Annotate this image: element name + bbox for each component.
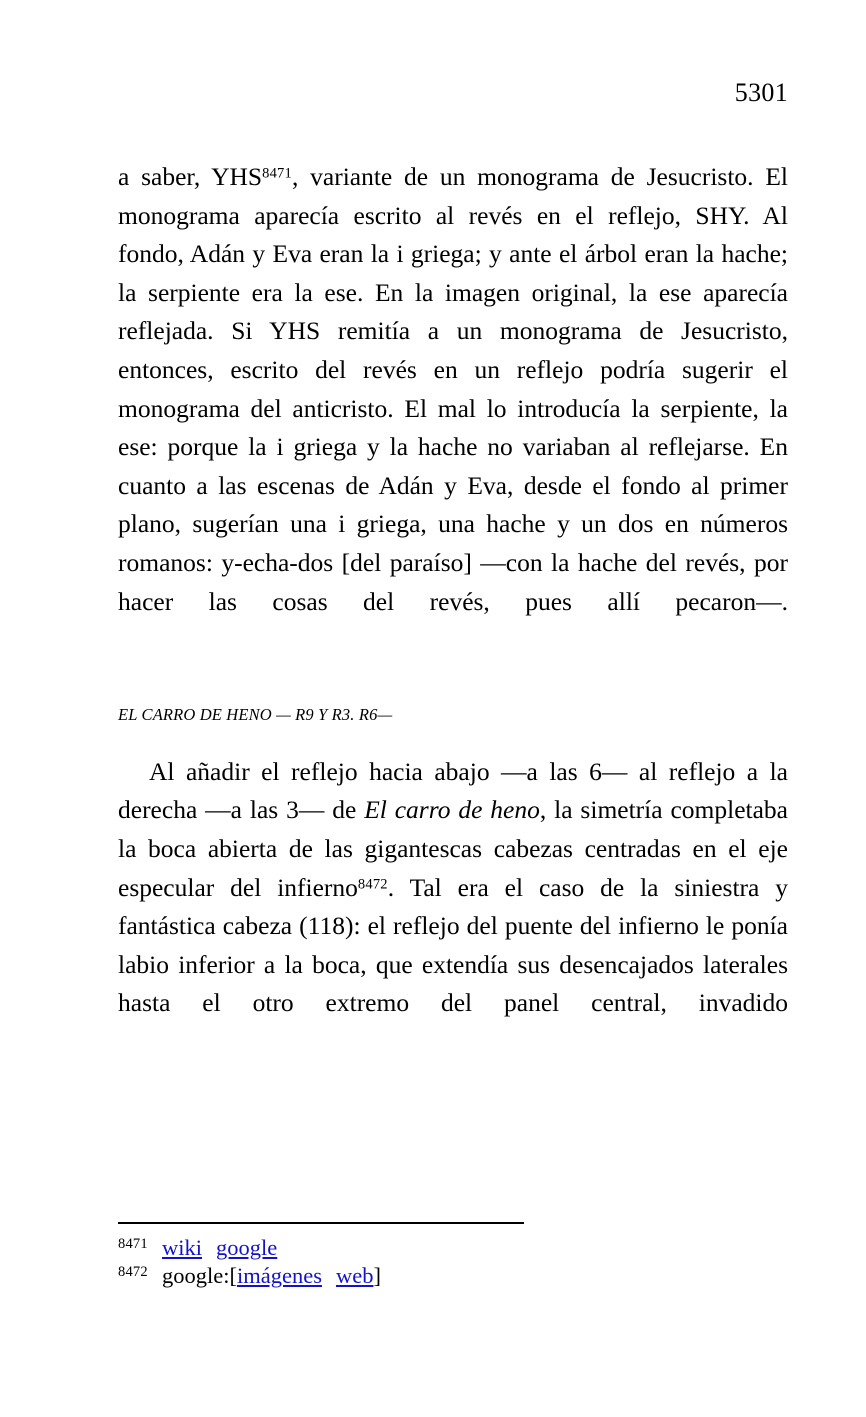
paragraph-2-part-1: Al añadir el reflejo hacia abajo —a las 6— al reflejo a la derecha —a las 3— de [118, 756, 788, 825]
footnote-separator-rule [118, 1222, 524, 1224]
footnote-area [118, 1222, 788, 1289]
footnote-item-8472 [118, 1262, 788, 1289]
footnote-link-wiki[interactable]: wiki [162, 1235, 203, 1260]
paragraph-2-part-2: , la simetría completaba la boca abierta de las gigantescas cabezas centradas en el eje especular del infierno [118, 795, 788, 902]
footnote-link-google[interactable]: google [216, 1235, 278, 1260]
paragraph-2-part-3: . Tal era el caso de la siniestra y fantástica cabeza (118): el reflejo del puente del infierno le ponía labio inferior a la boca, que extendía sus desencajados laterales hasta el otro extremo del panel central, invadido [118, 872, 788, 1018]
text-column [118, 158, 788, 1061]
artwork-title-el-carro-de-heno: El carro de heno [364, 795, 540, 825]
footnote-reference-8471[interactable]: 8471 [262, 165, 292, 182]
footnote-text-8471 [162, 1234, 788, 1261]
footnote-reference-8472[interactable]: 8472 [357, 875, 388, 892]
footnote-text-8472 [162, 1262, 788, 1289]
paragraph-1 [118, 158, 788, 660]
footnote-number-8471: 8471 [118, 1236, 148, 1252]
paragraph-1-part-1: a saber, YHS [118, 162, 263, 191]
footnote-link-imagenes[interactable]: imágenes [236, 1263, 322, 1288]
footnote-number-8472: 8472 [118, 1264, 148, 1280]
section-heading: EL CARRO DE HENO — R9 Y R3. R6— [118, 704, 393, 724]
footnote-suffix: ] [373, 1263, 381, 1288]
page-number: 5301 [734, 78, 788, 107]
spacer-before-heading [118, 660, 788, 705]
paragraph-2 [118, 753, 788, 1062]
paragraph-1-part-2: , variante de un monograma de Jesucristo. El monograma aparecía escrito al revés en el reflejo, SHY. Al fondo, Adán y Eva eran la i griega; y ante el árbol eran la hache; la serpiente era la ese. En la imagen original, la ese aparecía reflejada. Si YHS remitía a un monograma de Jesucristo, entonces, escrito del revés en un reflejo podría sugerir el monograma del anticristo. El mal lo introducía la serpiente, la ese: porque la i griega y la hache no variaban al reflejarse. En cuanto a las escenas de Adán y Eva, desde el fondo al primer plano, sugerían una i griega, una hache y un dos en números romanos: y-echa-dos [del paraíso] —con la hache del revés, por hacer las cosas del revés, pues allí pecaron—. [118, 162, 789, 616]
footnote-item-8471 [118, 1234, 788, 1261]
footnote-prefix: google:[ [162, 1263, 237, 1288]
footnote-link-web[interactable]: web [335, 1263, 374, 1288]
spacer-after-heading [118, 725, 788, 753]
